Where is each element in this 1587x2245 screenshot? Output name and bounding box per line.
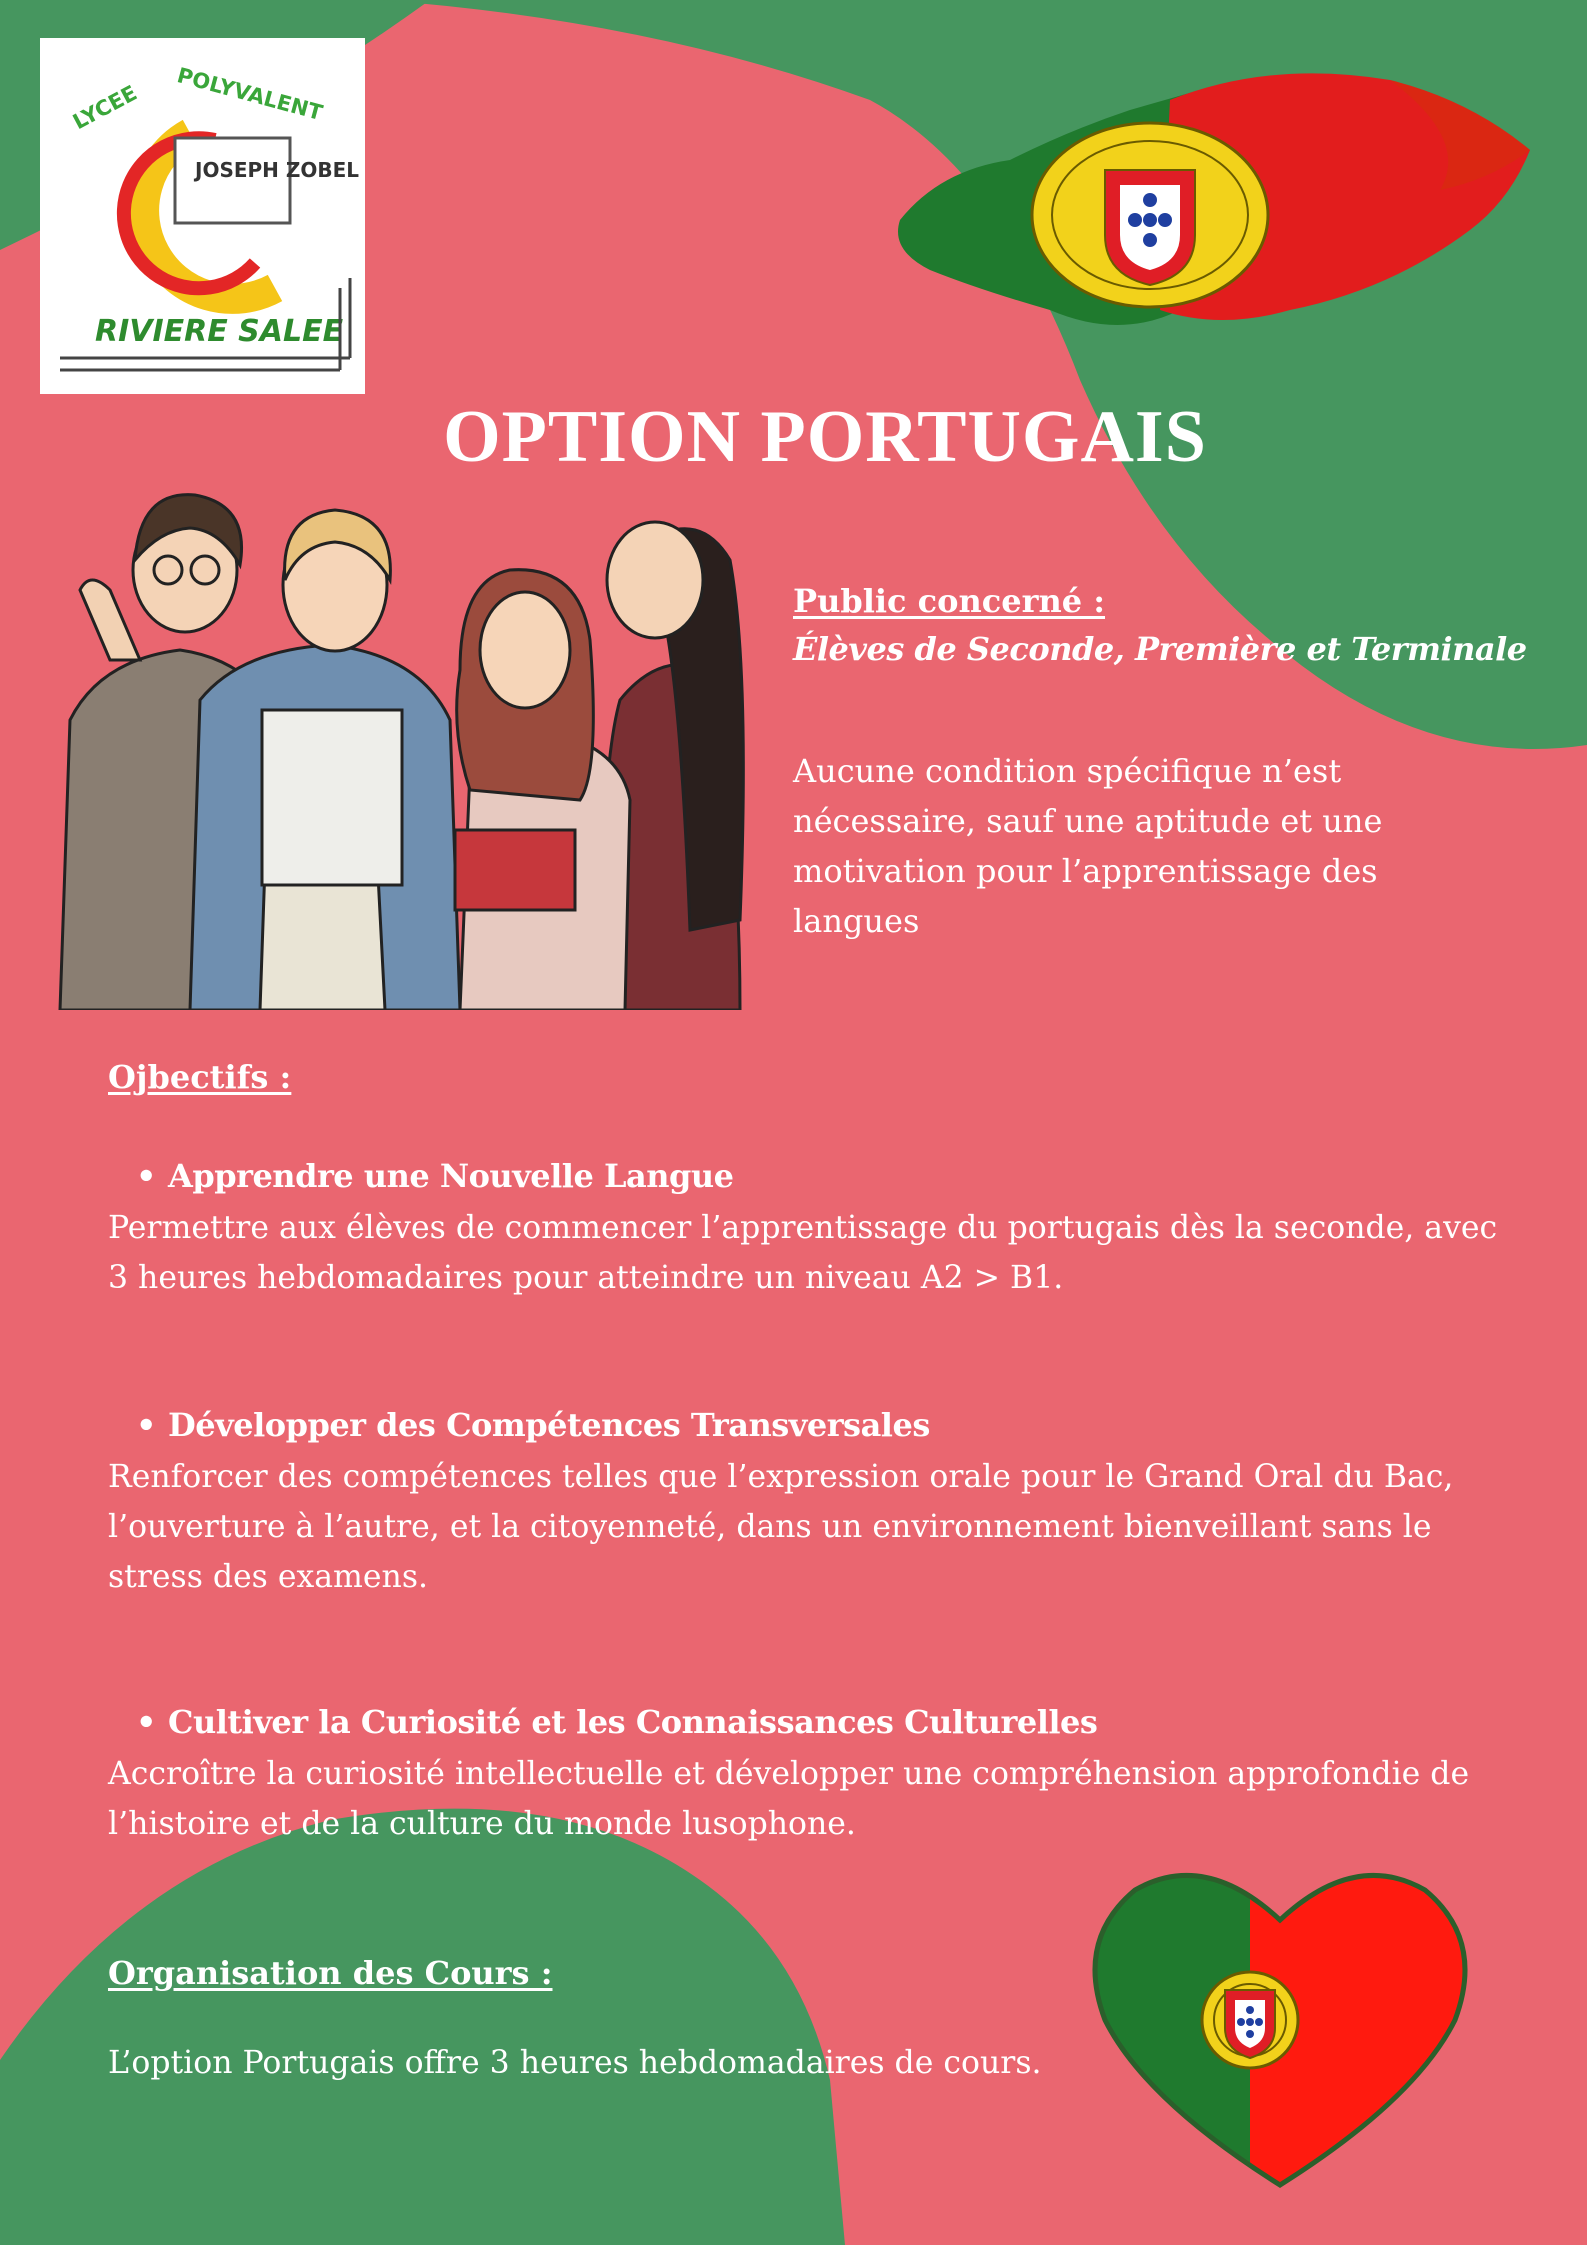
- portugal-flag-brush: [870, 40, 1560, 340]
- objective-title-2: • Développer des Compétences Transversales: [140, 1406, 930, 1444]
- objective-title-3: • Cultiver la Curiosité et les Connaissances Culturelles: [140, 1703, 1097, 1741]
- organisation-heading: Organisation des Cours :: [108, 1954, 553, 1992]
- public-label: Public concerné :: [793, 582, 1106, 620]
- svg-text:LYCEE: LYCEE: [69, 80, 141, 135]
- public-value: Élèves de Seconde, Première et Terminale: [793, 630, 1527, 668]
- page-title: OPTION PORTUGAIS: [443, 396, 1207, 478]
- objective-desc-1: Permettre aux élèves de commencer l’apprentissage du portugais dès la seconde, avec 3 heures hebdomadaires pour atteindre un niveau A2 > B1.: [108, 1210, 1498, 1296]
- condition-text: Aucune condition spécifique n’est nécessaire, sauf une aptitude et une motivation pour l’apprentissage des langues: [793, 752, 1383, 940]
- logo-town: RIVIERE SALEE: [95, 314, 344, 349]
- objectives-heading: Ojbectifs :: [108, 1058, 292, 1096]
- objective-desc-2: Renforcer des compétences telles que l’expression orale pour le Grand Oral du Bac, l’ouverture à l’autre, et la citoyenneté, dans un environnement bienveillant sans le stress des examens.: [108, 1459, 1454, 1595]
- portugal-heart-flag: [1085, 1850, 1475, 2190]
- svg-text:POLYVALENT: POLYVALENT: [174, 63, 325, 125]
- objective-title-1: • Apprendre une Nouvelle Langue: [140, 1157, 733, 1195]
- school-logo: [40, 38, 365, 394]
- objective-desc-3: Accroître la curiosité intellectuelle et développer une compréhension approfondie de l’histoire et de la culture du monde lusophone.: [108, 1756, 1470, 1842]
- organisation-text: L’option Portugais offre 3 heures hebdomadaires de cours.: [108, 2045, 1042, 2081]
- students-illustration: [40, 470, 750, 1010]
- logo-text-joseph: JOSEPH ZOBEL: [195, 158, 360, 182]
